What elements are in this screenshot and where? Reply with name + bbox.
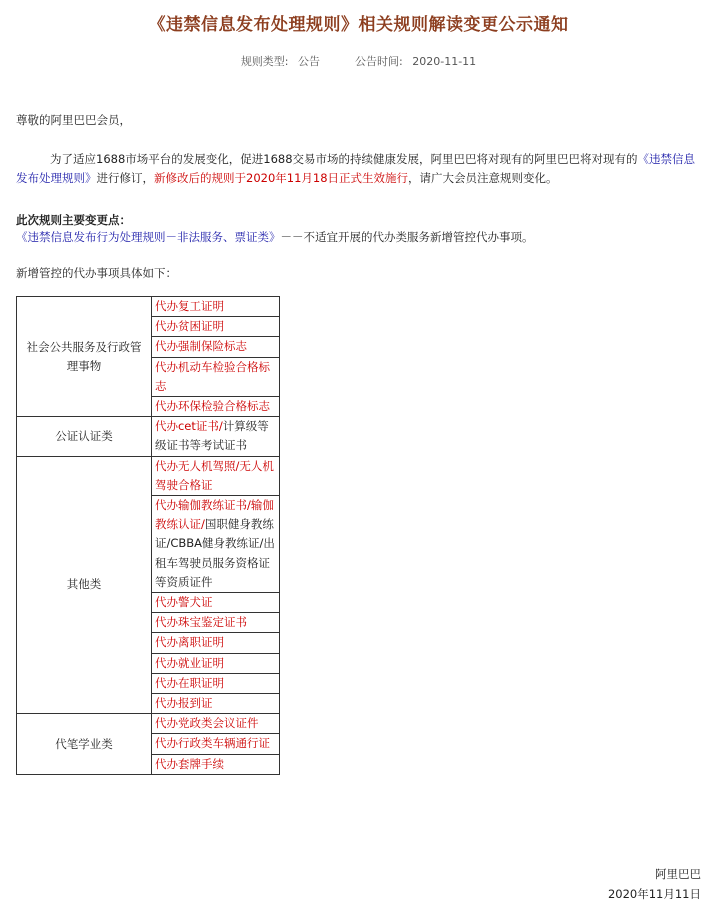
change-description: －－不适宜开展的代办类服务新增管控代办事项。 xyxy=(280,230,534,244)
item-highlight-text: 代办在职证明 xyxy=(154,675,224,690)
item-cell xyxy=(151,456,279,495)
item-highlight-text: 代办警犬证 xyxy=(154,595,213,610)
rule-type-label: 规则类型: xyxy=(240,55,289,68)
item-cell xyxy=(151,357,279,396)
category-cell: 其他类 xyxy=(17,456,152,714)
item-highlight-text: 代办就业证明 xyxy=(154,655,224,670)
rule-link[interactable]: 《违禁信息发布处理规则》 xyxy=(16,152,696,185)
publish-time-label: 公告时间: xyxy=(355,55,403,68)
category-cell: 社会公共服务及行政管理事物 xyxy=(17,297,152,417)
controlled-items-table xyxy=(16,296,280,775)
item-cell xyxy=(151,673,279,693)
greeting: 尊敬的阿里巴巴会员， xyxy=(16,113,131,127)
item-cell xyxy=(151,714,279,734)
item-cell xyxy=(151,734,279,754)
table-intro: 新增管控的代办事项具体如下： xyxy=(16,266,177,280)
item-highlight-text: 代办贫困证明 xyxy=(154,319,224,334)
item-cell xyxy=(151,694,279,714)
item-highlight-text: 代办cet证书/ xyxy=(154,419,223,434)
item-cell xyxy=(151,297,279,317)
item-cell xyxy=(151,496,279,593)
table-row xyxy=(17,417,280,456)
item-highlight-text: 代办环保检验合格标志 xyxy=(154,399,270,414)
para-text-1: 为了适应1688市场平台的发展变化，促进1688交易市场的持续健康发展，阿里巴巴将对现有的阿里巴巴将对现有的 xyxy=(50,152,638,166)
signature-org: 阿里巴巴 xyxy=(655,867,701,881)
intro-paragraph xyxy=(16,150,701,188)
para-text-2: 进行修订， xyxy=(96,171,154,185)
item-highlight-text: 代办离职证明 xyxy=(154,635,224,650)
category-cell: 公证认证类 xyxy=(17,417,152,456)
item-highlight-text: 代办强制保险标志 xyxy=(154,339,247,354)
publish-time-value: 2020-11-11 xyxy=(412,55,477,68)
page-title: 《违禁信息发布处理规则》相关规则解读变更公示通知 xyxy=(148,15,569,35)
item-highlight-text: 代办报到证 xyxy=(154,696,213,711)
effective-date-text: 新修改后的规则于2020年11月18日正式生效施行 xyxy=(154,171,409,185)
item-cell xyxy=(151,633,279,653)
item-cell xyxy=(151,613,279,633)
item-cell xyxy=(151,754,279,774)
category-cell: 代笔学业类 xyxy=(17,714,152,775)
table-row xyxy=(17,297,280,317)
item-highlight-text: 代办机动车检验合格标志 xyxy=(154,359,270,393)
item-plain-text: 国职健身教练证/CBBA健身教练证/出租车驾驶员服务资格证等资质证件 xyxy=(154,517,275,589)
item-cell xyxy=(151,593,279,613)
item-highlight-text: 代办输伽教练证书/输伽教练认证/ xyxy=(154,498,274,532)
item-cell xyxy=(151,317,279,337)
item-highlight-text: 代办复工证明 xyxy=(154,299,224,313)
item-highlight-text: 代办党政类会议证件 xyxy=(154,716,259,731)
table-row xyxy=(17,456,280,495)
para-text-3: ，请广大会员注意规则变化。 xyxy=(408,171,558,185)
item-highlight-text: 代办无人机驾照/无人机驾驶合格证 xyxy=(154,458,274,492)
item-cell xyxy=(151,397,279,417)
item-highlight-text: 代办行政类车辆通行证 xyxy=(154,736,270,751)
item-cell xyxy=(151,653,279,673)
change-summary xyxy=(16,228,701,246)
item-highlight-text: 代办珠宝鉴定证书 xyxy=(154,615,247,630)
change-rule-link[interactable]: 《违禁信息发布行为处理规则－非法服务、票证类》 xyxy=(16,230,281,244)
table-row xyxy=(17,714,280,734)
item-cell xyxy=(151,417,279,456)
rule-type-value: 公告 xyxy=(298,55,321,68)
item-plain-text: 计算级等级证书等考试证书 xyxy=(154,419,269,453)
item-highlight-text: 代办套牌手续 xyxy=(154,756,224,771)
item-cell xyxy=(151,337,279,357)
rule-meta xyxy=(16,53,701,71)
section-title: 此次规则主要变更点： xyxy=(16,213,131,227)
signature-date: 2020年11月11日 xyxy=(607,887,701,901)
